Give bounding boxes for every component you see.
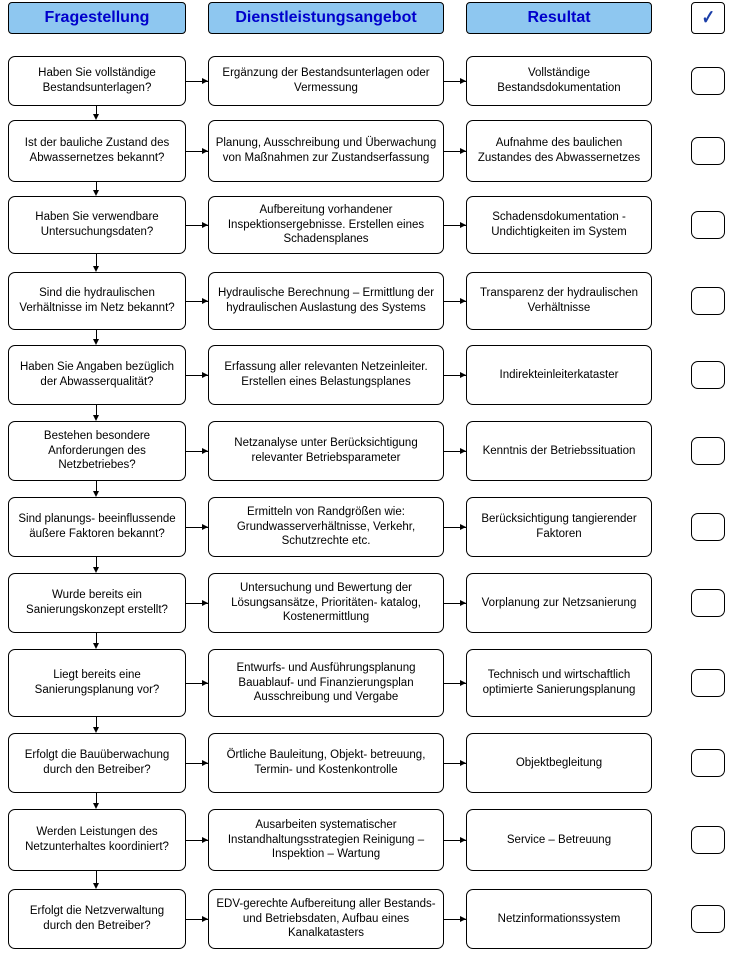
- result-box: Berücksichtigung tangierender Faktoren: [466, 497, 652, 557]
- row-checkbox[interactable]: [691, 137, 725, 165]
- arrowhead-icon: [202, 760, 208, 766]
- row-checkbox[interactable]: [691, 589, 725, 617]
- arrowhead-icon: [460, 298, 466, 304]
- arrowhead-icon: [93, 415, 99, 421]
- arrowhead-icon: [202, 222, 208, 228]
- row-checkbox[interactable]: [691, 905, 725, 933]
- flow-row: [0, 56, 730, 106]
- service-box: Entwurfs- und Ausführungsplanung Bauablauf- und Finanzierungsplan Ausschreibung und Vergabe: [208, 649, 444, 717]
- question-box: Liegt bereits eine Sanierungsplanung vor?: [8, 649, 186, 717]
- row-checkbox[interactable]: [691, 211, 725, 239]
- service-box: EDV-gerechte Aufbereitung aller Bestands- und Betriebsdaten, Aufbau eines Kanalkatasters: [208, 889, 444, 949]
- arrowhead-icon: [460, 78, 466, 84]
- arrowhead-icon: [202, 372, 208, 378]
- result-box: Service – Betreuung: [466, 809, 652, 871]
- arrowhead-icon: [93, 567, 99, 573]
- service-box: Hydraulische Berechnung – Ermittlung der hydraulischen Auslastung des Systems: [208, 272, 444, 330]
- question-box: Sind die hydraulischen Verhältnisse im Netz bekannt?: [8, 272, 186, 330]
- arrowhead-icon: [93, 491, 99, 497]
- arrowhead-icon: [202, 837, 208, 843]
- arrowhead-icon: [93, 803, 99, 809]
- row-checkbox[interactable]: [691, 513, 725, 541]
- flow-row: [0, 120, 730, 182]
- arrowhead-icon: [460, 916, 466, 922]
- arrowhead-icon: [460, 837, 466, 843]
- question-box: Erfolgt die Netzverwaltung durch den Betreiber?: [8, 889, 186, 949]
- flow-row: [0, 421, 730, 481]
- row-checkbox[interactable]: [691, 749, 725, 777]
- arrowhead-icon: [93, 190, 99, 196]
- header-checkbox-sample: [691, 2, 725, 34]
- arrowhead-icon: [202, 600, 208, 606]
- flow-row: [0, 345, 730, 405]
- question-box: Haben Sie Angaben bezüglich der Abwasserqualität?: [8, 345, 186, 405]
- column-header-question: Fragestellung: [8, 2, 186, 34]
- result-box: Vorplanung zur Netzsanierung: [466, 573, 652, 633]
- result-box: Schadensdokumentation - Undichtigkeiten im System: [466, 196, 652, 254]
- result-box: Transparenz der hydraulischen Verhältnisse: [466, 272, 652, 330]
- question-box: Haben Sie vollständige Bestandsunterlagen?: [8, 56, 186, 106]
- arrowhead-icon: [93, 727, 99, 733]
- arrowhead-icon: [460, 600, 466, 606]
- result-box: Aufnahme des baulichen Zustandes des Abwassernetzes: [466, 120, 652, 182]
- question-box: Ist der bauliche Zustand des Abwassernetzes bekannt?: [8, 120, 186, 182]
- result-box: Indirekteinleiterkataster: [466, 345, 652, 405]
- arrowhead-icon: [93, 114, 99, 120]
- arrowhead-icon: [460, 448, 466, 454]
- question-box: Erfolgt die Bauüberwachung durch den Betreiber?: [8, 733, 186, 793]
- result-box: Kenntnis der Betriebssituation: [466, 421, 652, 481]
- question-box: Werden Leistungen des Netzunterhaltes koordiniert?: [8, 809, 186, 871]
- header-row: [0, 2, 730, 38]
- flow-row: [0, 889, 730, 949]
- arrowhead-icon: [93, 883, 99, 889]
- arrowhead-icon: [202, 916, 208, 922]
- service-box: Örtliche Bauleitung, Objekt- betreuung, Termin- und Kostenkontrolle: [208, 733, 444, 793]
- result-box: Technisch und wirtschaftlich optimierte Sanierungsplanung: [466, 649, 652, 717]
- arrowhead-icon: [460, 524, 466, 530]
- arrowhead-icon: [202, 78, 208, 84]
- service-box: Aufbereitung vorhandener Inspektionsergebnisse. Erstellen eines Schadensplanes: [208, 196, 444, 254]
- result-box: Vollständige Bestandsdokumentation: [466, 56, 652, 106]
- service-box: Erfassung aller relevanten Netzeinleiter. Erstellen eines Belastungsplanes: [208, 345, 444, 405]
- flow-row: [0, 196, 730, 254]
- result-box: Objektbegleitung: [466, 733, 652, 793]
- flow-row: [0, 649, 730, 717]
- column-header-result: Resultat: [466, 2, 652, 34]
- flow-row: [0, 272, 730, 330]
- question-box: Sind planungs- beeinflussende äußere Faktoren bekannt?: [8, 497, 186, 557]
- arrowhead-icon: [460, 222, 466, 228]
- arrowhead-icon: [202, 448, 208, 454]
- service-box: Ausarbeiten systematischer Instandhaltungsstrategien Reinigung – Inspektion – Wartung: [208, 809, 444, 871]
- row-checkbox[interactable]: [691, 67, 725, 95]
- arrowhead-icon: [202, 298, 208, 304]
- arrowhead-icon: [460, 148, 466, 154]
- question-box: Haben Sie verwendbare Untersuchungsdaten?: [8, 196, 186, 254]
- flow-row: [0, 809, 730, 871]
- arrowhead-icon: [202, 524, 208, 530]
- flow-row: [0, 733, 730, 793]
- row-checkbox[interactable]: [691, 826, 725, 854]
- row-checkbox[interactable]: [691, 361, 725, 389]
- row-checkbox[interactable]: [691, 287, 725, 315]
- arrowhead-icon: [93, 266, 99, 272]
- flow-row: [0, 497, 730, 557]
- service-box: Untersuchung und Bewertung der Lösungsansätze, Prioritäten- katalog, Kostenermittlung: [208, 573, 444, 633]
- column-header-service: Dienstleistungsangebot: [208, 2, 444, 34]
- arrowhead-icon: [93, 643, 99, 649]
- service-box: Ermitteln von Randgrößen wie: Grundwasserverhältnisse, Verkehr, Schutzrechte etc.: [208, 497, 444, 557]
- arrowhead-icon: [93, 339, 99, 345]
- flow-row: [0, 573, 730, 633]
- row-checkbox[interactable]: [691, 437, 725, 465]
- arrowhead-icon: [460, 372, 466, 378]
- question-box: Wurde bereits ein Sanierungskonzept erstellt?: [8, 573, 186, 633]
- question-box: Bestehen besondere Anforderungen des Netzbetriebes?: [8, 421, 186, 481]
- arrowhead-icon: [460, 760, 466, 766]
- service-box: Netzanalyse unter Berücksichtigung relevanter Betriebsparameter: [208, 421, 444, 481]
- arrowhead-icon: [202, 680, 208, 686]
- row-checkbox[interactable]: [691, 669, 725, 697]
- service-box: Ergänzung der Bestandsunterlagen oder Vermessung: [208, 56, 444, 106]
- checkmark-icon: ✓: [701, 7, 715, 29]
- result-box: Netzinformationssystem: [466, 889, 652, 949]
- arrowhead-icon: [202, 148, 208, 154]
- service-box: Planung, Ausschreibung und Überwachung von Maßnahmen zur Zustandserfassung: [208, 120, 444, 182]
- arrowhead-icon: [460, 680, 466, 686]
